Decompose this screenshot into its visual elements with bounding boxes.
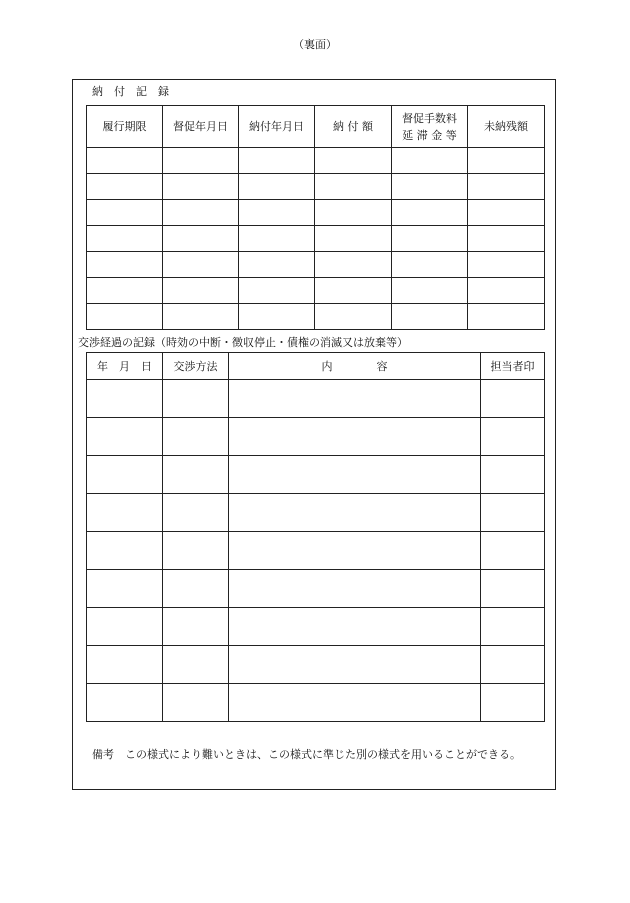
- header-reminder-fee: 督促手数料: [402, 111, 457, 125]
- negotiation-row-cell[interactable]: [87, 418, 163, 456]
- negotiation-row-cell[interactable]: [481, 608, 545, 646]
- payment-row-cell[interactable]: [163, 252, 239, 278]
- payment-row-cell[interactable]: [315, 148, 392, 174]
- negotiation-row-cell[interactable]: [87, 646, 163, 684]
- payment-row-cell[interactable]: [87, 278, 163, 304]
- negotiation-row-cell[interactable]: [87, 608, 163, 646]
- payment-row-cell[interactable]: [315, 278, 392, 304]
- header-reminder-date: 督促年月日: [163, 106, 239, 148]
- header-unpaid-balance: 未納残額: [468, 106, 545, 148]
- payment-row-cell[interactable]: [87, 200, 163, 226]
- payment-row-cell[interactable]: [87, 148, 163, 174]
- negotiation-row-cell[interactable]: [87, 380, 163, 418]
- negotiation-row-cell[interactable]: [87, 456, 163, 494]
- negotiation-row: [87, 646, 545, 684]
- negotiation-row-cell[interactable]: [87, 532, 163, 570]
- payment-row-cell[interactable]: [163, 226, 239, 252]
- header-due-date: 履行期限: [87, 106, 163, 148]
- negotiation-row-cell[interactable]: [229, 532, 481, 570]
- payment-row-cell[interactable]: [392, 148, 468, 174]
- payment-row-cell[interactable]: [163, 148, 239, 174]
- payment-row-cell[interactable]: [163, 304, 239, 330]
- payment-row-cell[interactable]: [239, 252, 315, 278]
- payment-row-cell[interactable]: [392, 278, 468, 304]
- payment-row: [87, 148, 545, 174]
- negotiation-row-cell[interactable]: [481, 532, 545, 570]
- negotiation-row-cell[interactable]: [229, 456, 481, 494]
- negotiation-row-cell[interactable]: [163, 684, 229, 722]
- negotiation-row-cell[interactable]: [229, 608, 481, 646]
- payment-row-cell[interactable]: [315, 226, 392, 252]
- negotiation-row: [87, 418, 545, 456]
- payment-row-cell[interactable]: [468, 148, 545, 174]
- negotiation-row-cell[interactable]: [87, 684, 163, 722]
- payment-row-cell[interactable]: [87, 174, 163, 200]
- negotiation-row-cell[interactable]: [163, 494, 229, 532]
- header-date: 年 月 日: [87, 353, 163, 380]
- page-side-label: （裏面）: [293, 38, 337, 51]
- payment-row-cell[interactable]: [468, 174, 545, 200]
- payment-row-cell[interactable]: [392, 174, 468, 200]
- negotiation-row-cell[interactable]: [229, 646, 481, 684]
- negotiation-row-cell[interactable]: [481, 570, 545, 608]
- negotiation-row-cell[interactable]: [163, 570, 229, 608]
- negotiation-row-cell[interactable]: [481, 684, 545, 722]
- header-staff-seal: 担当者印: [481, 353, 545, 380]
- payment-row: [87, 174, 545, 200]
- payment-row-cell[interactable]: [468, 226, 545, 252]
- negotiation-row-cell[interactable]: [229, 380, 481, 418]
- negotiation-row-cell[interactable]: [229, 418, 481, 456]
- negotiation-row: [87, 456, 545, 494]
- payment-row-cell[interactable]: [392, 226, 468, 252]
- negotiation-row-cell[interactable]: [163, 608, 229, 646]
- header-fees-late-charges: [392, 106, 468, 148]
- payment-row-cell[interactable]: [163, 278, 239, 304]
- negotiation-row-cell[interactable]: [481, 456, 545, 494]
- payment-row-cell[interactable]: [392, 252, 468, 278]
- negotiation-row-cell[interactable]: [163, 532, 229, 570]
- payment-record-table: [86, 105, 545, 330]
- payment-row: [87, 252, 545, 278]
- payment-header-row: [87, 106, 545, 148]
- payment-row-cell[interactable]: [468, 200, 545, 226]
- payment-row-cell[interactable]: [87, 252, 163, 278]
- payment-row: [87, 200, 545, 226]
- header-late-charges: 延 滞 金 等: [402, 128, 457, 142]
- payment-row-cell[interactable]: [239, 226, 315, 252]
- payment-row-cell[interactable]: [315, 304, 392, 330]
- negotiation-row-cell[interactable]: [481, 418, 545, 456]
- negotiation-row-cell[interactable]: [87, 570, 163, 608]
- negotiation-row-cell[interactable]: [163, 418, 229, 456]
- payment-row-cell[interactable]: [239, 278, 315, 304]
- negotiation-row-cell[interactable]: [163, 646, 229, 684]
- header-method: 交渉方法: [163, 353, 229, 380]
- negotiation-row: [87, 532, 545, 570]
- payment-row-cell[interactable]: [163, 174, 239, 200]
- payment-row-cell[interactable]: [315, 200, 392, 226]
- negotiation-row: [87, 570, 545, 608]
- negotiation-record-title: 交渉経過の記録（時効の中断・徴収停止・債権の消滅又は放棄等）: [78, 336, 408, 349]
- negotiation-row-cell[interactable]: [229, 684, 481, 722]
- header-payment-date: 納付年月日: [239, 106, 315, 148]
- payment-row: [87, 278, 545, 304]
- negotiation-row: [87, 380, 545, 418]
- payment-row-cell[interactable]: [163, 200, 239, 226]
- negotiation-header-row: [87, 353, 545, 380]
- payment-row-cell[interactable]: [239, 200, 315, 226]
- payment-row-cell[interactable]: [468, 252, 545, 278]
- negotiation-row-cell[interactable]: [87, 494, 163, 532]
- payment-row-cell[interactable]: [315, 174, 392, 200]
- negotiation-row: [87, 684, 545, 722]
- remarks-note: 備考 この様式により難いときは、この様式に準じた別の様式を用いることができる。: [92, 748, 521, 761]
- payment-row: [87, 304, 545, 330]
- negotiation-row: [87, 494, 545, 532]
- negotiation-row-cell[interactable]: [229, 570, 481, 608]
- negotiation-row-cell[interactable]: [481, 494, 545, 532]
- payment-record-title: 納 付 記 録: [92, 85, 169, 98]
- payment-row-cell[interactable]: [239, 148, 315, 174]
- payment-row-cell[interactable]: [87, 226, 163, 252]
- negotiation-row-cell[interactable]: [163, 456, 229, 494]
- payment-row: [87, 226, 545, 252]
- payment-row-cell[interactable]: [239, 304, 315, 330]
- payment-row-cell[interactable]: [468, 304, 545, 330]
- negotiation-row-cell[interactable]: [481, 646, 545, 684]
- payment-row-cell[interactable]: [315, 252, 392, 278]
- header-payment-amount: 納 付 額: [315, 106, 392, 148]
- payment-row-cell[interactable]: [392, 200, 468, 226]
- negotiation-record-table: [86, 352, 545, 722]
- payment-row-cell[interactable]: [392, 304, 468, 330]
- record-form-frame: [72, 79, 556, 790]
- payment-row-cell[interactable]: [239, 174, 315, 200]
- payment-row-cell[interactable]: [87, 304, 163, 330]
- negotiation-row-cell[interactable]: [163, 380, 229, 418]
- negotiation-row-cell[interactable]: [481, 380, 545, 418]
- header-content: 内 容: [229, 353, 481, 380]
- negotiation-row-cell[interactable]: [229, 494, 481, 532]
- negotiation-row: [87, 608, 545, 646]
- payment-row-cell[interactable]: [468, 278, 545, 304]
